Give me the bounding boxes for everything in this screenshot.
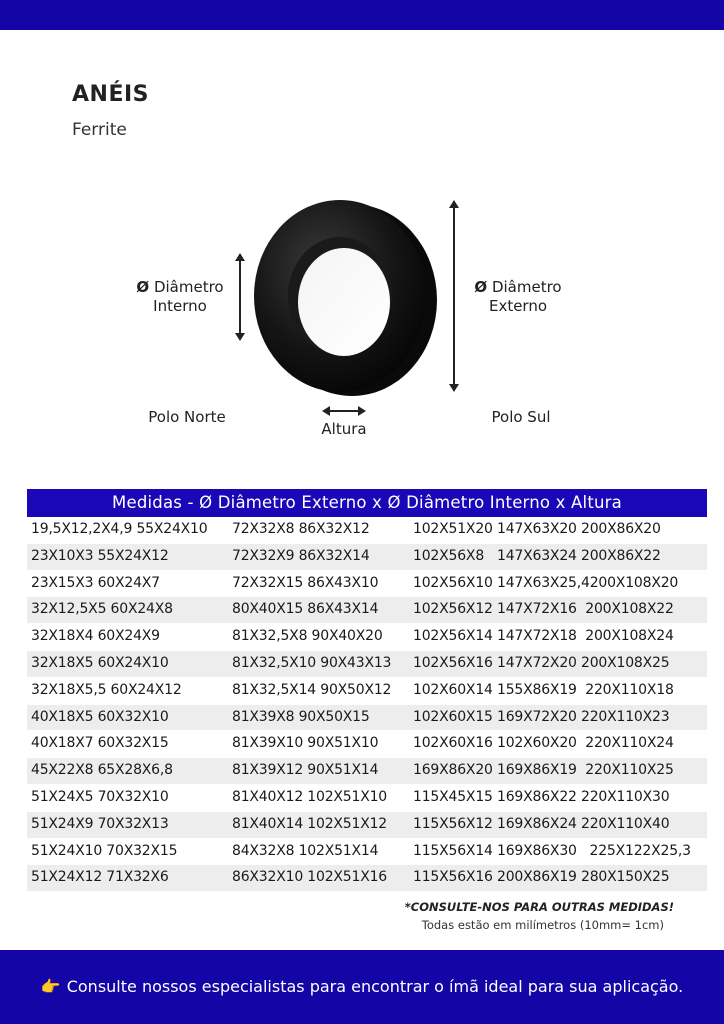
table-row: [27, 624, 707, 651]
table-cell: 80X40X15 86X43X14: [232, 601, 379, 618]
table-cell: 23X10X3 55X24X12: [31, 547, 169, 564]
table-row: [27, 597, 707, 624]
south-pole-label: Polo Sul: [491, 408, 551, 426]
table-cell: 32X12,5X5 60X24X8: [31, 601, 173, 618]
table-cell: 102X56X8: [413, 547, 485, 564]
table-cell: 72X32X9 86X32X14: [232, 547, 370, 564]
table-cell: 23X15X3 60X24X7: [31, 574, 160, 591]
table-row: [27, 758, 707, 785]
table-cell: 102X60X16: [413, 735, 493, 752]
table-cell: 115X56X16: [413, 869, 493, 886]
table-cell: 169X86X20: [413, 762, 493, 779]
table-cell: 169X86X19 220X110X25: [497, 762, 674, 779]
ring-diagram: [0, 180, 724, 450]
table-cell: 169X86X22 220X110X30: [497, 788, 670, 805]
table-row: [27, 571, 707, 598]
inner-diameter-label: [128, 278, 232, 316]
table-cell: 32X18X5 60X24X10: [31, 654, 169, 671]
inner-diameter-line1: Diâmetro: [153, 278, 224, 296]
table-cell: 102X60X14: [413, 681, 493, 698]
table-cell: 147X63X24 200X86X22: [497, 547, 661, 564]
table-cell: 147X63X20 200X86X20: [497, 521, 661, 537]
table-cell: 32X18X5,5 60X24X12: [31, 681, 182, 698]
table-row: [27, 651, 707, 678]
table-cell: 169X86X30 225X122X25,3: [497, 842, 691, 859]
table-cell: 81X32,5X10 90X43X13: [232, 654, 392, 671]
table-cell: 51X24X9 70X32X13: [31, 815, 169, 832]
height-label: Altura: [321, 420, 367, 438]
table-cell: 72X32X15 86X43X10: [232, 574, 379, 591]
table-cell: 102X56X16: [413, 654, 493, 671]
table-row: [27, 544, 707, 571]
table-cell: 84X32X8 102X51X14: [232, 842, 379, 859]
table-row: [27, 812, 707, 839]
table-cell: 81X32,5X8 90X40X20: [232, 628, 383, 645]
table-cell: 169X72X20 220X110X23: [497, 708, 670, 725]
table-row: [27, 517, 707, 544]
consult-note: *CONSULTE-NOS PARA OUTRAS MEDIDAS!: [404, 900, 674, 914]
outer-diameter-line2: Externo: [488, 297, 548, 315]
table-cell: 51X24X12 71X32X6: [31, 869, 169, 886]
table-cell: 81X40X14 102X51X12: [232, 815, 388, 832]
table-cell: 115X56X12: [413, 815, 493, 832]
footer-banner: [0, 950, 724, 1024]
table-cell: 51X24X10 70X32X15: [31, 842, 178, 859]
north-pole-label: Polo Norte: [148, 408, 226, 426]
table-cell: 155X86X19 220X110X18: [497, 681, 674, 698]
table-cell: 115X45X15: [413, 788, 493, 805]
table-cell: 200X86X19 280X150X25: [497, 869, 670, 886]
table-cell: 72X32X8 86X32X12: [232, 521, 370, 537]
diameter-symbol: Ø: [474, 278, 488, 296]
page-subtitle: Ferrite: [72, 120, 127, 140]
table-cell: 40X18X5 60X32X10: [31, 708, 169, 725]
page-title: ANÉIS: [72, 82, 149, 107]
table-row: [27, 705, 707, 732]
table-cell: 45X22X8 65X28X6,8: [31, 762, 173, 779]
table-cell: 102X60X15: [413, 708, 493, 725]
table-cell: 169X86X24 220X110X40: [497, 815, 670, 832]
table-cell: 102X56X12: [413, 601, 493, 618]
inner-diameter-line2: Interno: [153, 297, 207, 315]
table-cell: 81X32,5X14 90X50X12: [232, 681, 392, 698]
outer-diameter-arrow-icon: [446, 200, 462, 392]
table-cell: 81X39X8 90X50X15: [232, 708, 370, 725]
table-body: [27, 517, 707, 892]
top-banner: [0, 0, 724, 30]
table-cell: 115X56X14: [413, 842, 493, 859]
table-row: [27, 678, 707, 705]
table-cell: 102X56X14: [413, 628, 493, 645]
outer-diameter-label: [466, 278, 570, 316]
units-note: Todas estão em milímetros (10mm= 1cm): [421, 918, 664, 932]
ferrite-ring-image: [230, 190, 470, 410]
inner-diameter-arrow-icon: [232, 253, 248, 341]
table-cell: 81X39X10 90X51X10: [232, 735, 379, 752]
table-cell: 102X60X20 220X110X24: [497, 735, 674, 752]
table-cell: 102X51X20: [413, 521, 493, 537]
table-row: [27, 865, 707, 892]
table-cell: 147X72X18 200X108X24: [497, 628, 674, 645]
pointing-hand-icon: 👉: [40, 977, 61, 996]
table-cell: 86X32X10 102X51X16: [232, 869, 388, 886]
diameter-symbol: Ø: [136, 278, 150, 296]
height-arrow-icon: [322, 404, 366, 418]
table-cell: 81X39X12 90X51X14: [232, 762, 379, 779]
table-cell: 40X18X7 60X32X15: [31, 735, 169, 752]
footer-text: Consulte nossos especialistas para encontrar o ímã ideal para sua aplicação.: [66, 977, 684, 996]
table-row: [27, 731, 707, 758]
table-heading: Medidas - Ø Diâmetro Externo x Ø Diâmetro Interno x Altura: [27, 489, 707, 517]
table-cell: 81X40X12 102X51X10: [232, 788, 388, 805]
table-cell: 102X56X10: [413, 574, 493, 591]
table-cell: 32X18X4 60X24X9: [31, 628, 160, 645]
table-cell: 19,5X12,2X4,9 55X24X10: [31, 521, 208, 537]
sizes-table: [27, 489, 707, 892]
table-cell: 51X24X5 70X32X10: [31, 788, 169, 805]
table-row: [27, 839, 707, 866]
table-cell: 147X63X25,4200X108X20: [497, 574, 679, 591]
outer-diameter-line1: Diâmetro: [491, 278, 562, 296]
table-row: [27, 785, 707, 812]
table-cell: 147X72X16 200X108X22: [497, 601, 674, 618]
table-cell: 147X72X20 200X108X25: [497, 654, 670, 671]
